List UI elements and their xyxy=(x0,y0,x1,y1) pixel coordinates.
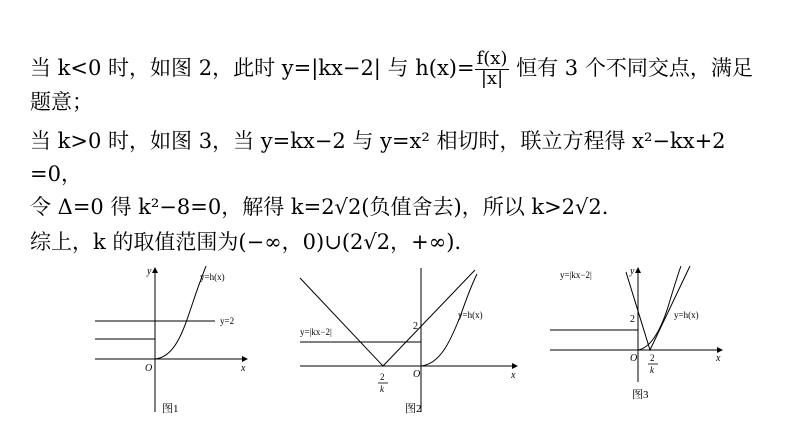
figure-1 xyxy=(75,262,255,422)
text-line-1 xyxy=(30,50,753,89)
fig2-frac-den: k xyxy=(380,384,384,394)
fig1-curve-label: y=h(x) xyxy=(200,272,225,282)
fig1-curve-h xyxy=(155,266,206,359)
figure-2 xyxy=(295,262,525,422)
fraction-fx-over-absx xyxy=(475,50,510,89)
fraction-numerator: f(x) xyxy=(476,48,508,69)
fig2-curve-label: y=h(x) xyxy=(458,310,483,320)
text-line-3: 当 k>0 时，如图 3，当 y=kx−2 与 y=x² 相切时，联立方程得 x²−kx+2 xyxy=(30,129,726,153)
fig3-x-label: x xyxy=(716,353,721,364)
fig1-y-label: y xyxy=(147,266,152,277)
fig2-caption: 图2 xyxy=(405,403,422,415)
fig3-frac-num: 2 xyxy=(650,353,655,363)
fig1-line-label: y=2 xyxy=(220,316,235,326)
fig1-x-label: x xyxy=(241,363,246,374)
fig1-caption: 图1 xyxy=(162,403,179,415)
fig3-tick-2: 2 xyxy=(630,314,635,325)
fig3-curve-label: y=h(x) xyxy=(674,310,699,320)
fig3-line-label: y=|kx−2| xyxy=(560,270,592,280)
fig2-tick-2: 2 xyxy=(413,321,418,332)
fig3-caption: 图3 xyxy=(632,389,649,401)
fig3-frac-den: k xyxy=(650,365,654,375)
fig3-origin: O xyxy=(630,353,638,364)
fig3-curve-h xyxy=(638,266,681,350)
line1-end: 恒有 3 个不同交点，满足 xyxy=(509,55,753,80)
text-line-2: 题意； xyxy=(30,90,93,114)
fig3-line-absval xyxy=(626,266,690,350)
fig2-curve-h xyxy=(421,274,477,366)
figure-3 xyxy=(550,262,730,422)
fig2-line-absval xyxy=(300,270,475,366)
text-line-4: =0， xyxy=(30,162,82,186)
fig3-y-label: y xyxy=(630,266,635,277)
fig1-origin: O xyxy=(145,363,153,374)
fig2-x-label: x xyxy=(511,370,516,381)
text-line-5: 令 Δ=0 得 k²−8=0，解得 k=2√2(负值舍去)，所以 k>2√2. xyxy=(30,195,609,219)
fig2-frac-num: 2 xyxy=(380,372,385,382)
fig2-origin: O xyxy=(413,369,421,380)
fig2-line-label: y=|kx−2| xyxy=(300,327,332,337)
line1-start: 当 k<0 时，如图 2，此时 y=|kx−2| 与 h(x)= xyxy=(30,55,475,80)
fraction-denominator: |x| xyxy=(480,67,504,89)
text-line-6: 综上，k 的取值范围为(−∞，0)∪(2√2，+∞). xyxy=(30,230,462,254)
